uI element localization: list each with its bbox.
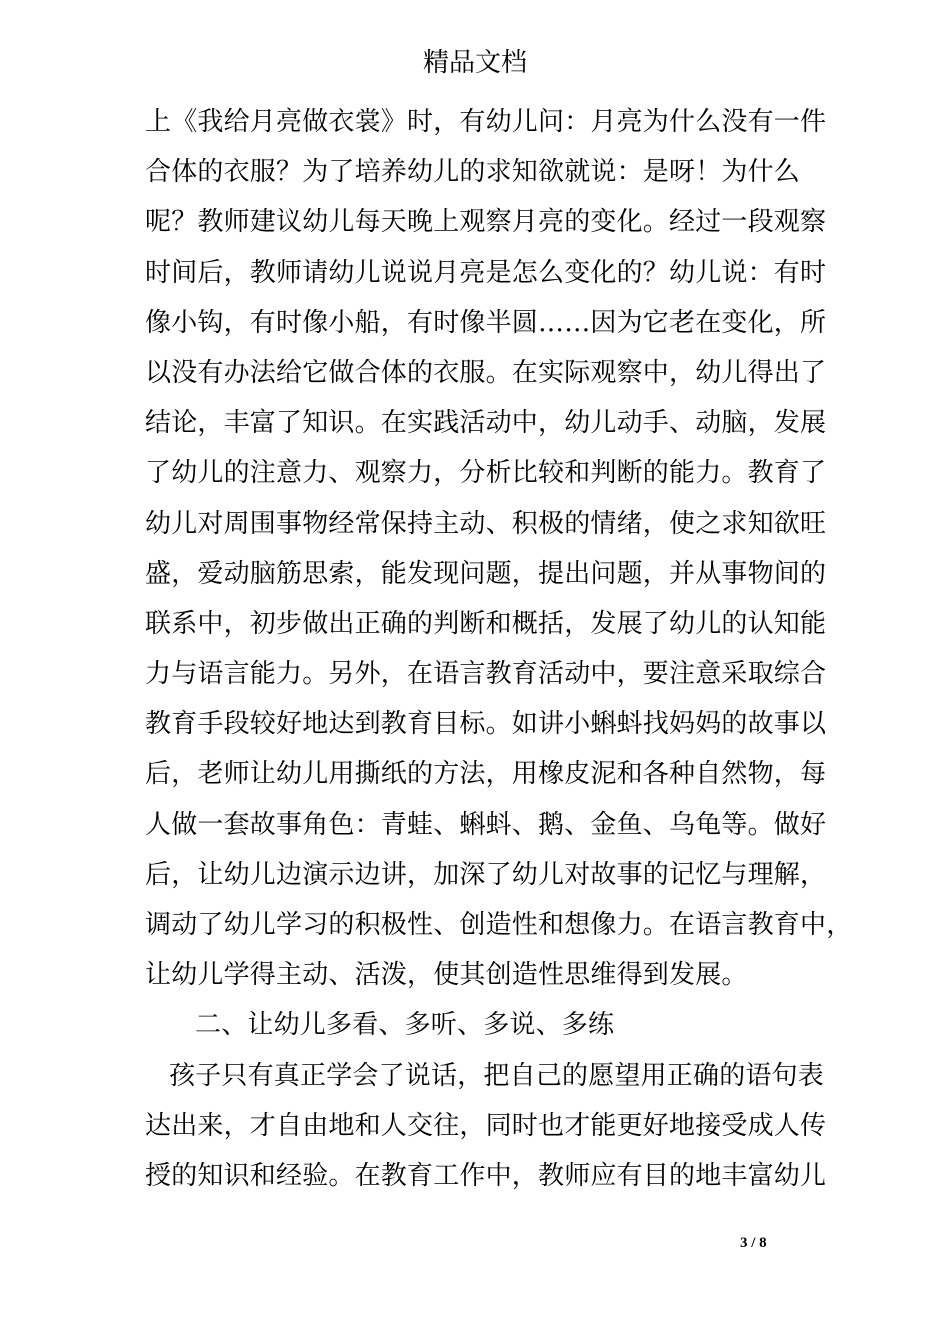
text-line: 联系中，初步做出正确的判断和概括，发展了幼儿的认知能 (145, 608, 827, 639)
text-line: 孩子只有真正学会了说话，把自己的愿望用正确的语句表 (169, 1060, 825, 1091)
text-line: 人做一套故事角色：青蛙、蝌蚪、鹅、金鱼、乌龟等。做好 (145, 809, 827, 840)
document-body (145, 97, 853, 1201)
text-line: 了幼儿的注意力、观察力，分析比较和判断的能力。教育了 (145, 458, 827, 489)
text-line: 达出来，才自由地和人交往，同时也才能更好地接受成人传 (145, 1110, 827, 1141)
text-line: 教育手段较好地达到教育目标。如讲小蝌蚪找妈妈的故事以 (145, 709, 827, 740)
text-line: 调动了幼儿学习的积极性、创造性和想像力。在语言教育中， (145, 910, 853, 940)
text-line: 合体的衣服？为了培养幼儿的求知欲就说：是呀！为什么 (145, 157, 801, 188)
text-line: 授的知识和经验。在教育工作中，教师应有目的地丰富幼儿 (145, 1160, 827, 1191)
text-line: 后，让幼儿边演示边讲，加深了幼儿对故事的记忆与理解， (145, 859, 827, 890)
text-line: 让幼儿学得主动、活泼，使其创造性思维得到发展。 (145, 960, 748, 991)
text-line: 力与语言能力。另外，在语言教育活动中，要注意采取综合 (145, 659, 827, 690)
text-line: 盛，爱动脑筋思索，能发现问题，提出问题，并从事物间的 (145, 558, 827, 589)
text-line: 上《我给月亮做衣裳》时，有幼儿问：月亮为什么没有一件 (145, 107, 827, 137)
text-line: 以没有办法给它做合体的衣服。在实际观察中，幼儿得出了 (145, 357, 827, 388)
page-header: 精品文档 (422, 48, 527, 78)
text-line: 时间后，教师请幼儿说说月亮是怎么变化的？幼儿说：有时 (145, 257, 827, 288)
text-line: 后，老师让幼儿用撕纸的方法，用橡皮泥和各种自然物，每 (145, 759, 827, 790)
page-number: 3 / 8 (740, 1235, 767, 1251)
text-line: 结论，丰富了知识。在实践活动中，幼儿动手、动脑，发展 (145, 408, 827, 439)
text-line: 像小钩，有时像小船，有时像半圆……因为它老在变化，所 (145, 307, 827, 338)
section-heading: 二、让幼儿多看、多听、多说、多练 (195, 1010, 615, 1041)
text-line: 幼儿对周围事物经常保持主动、积极的情绪，使之求知欲旺 (145, 508, 827, 539)
text-line: 呢？教师建议幼儿每天晚上观察月亮的变化。经过一段观察 (145, 207, 827, 238)
